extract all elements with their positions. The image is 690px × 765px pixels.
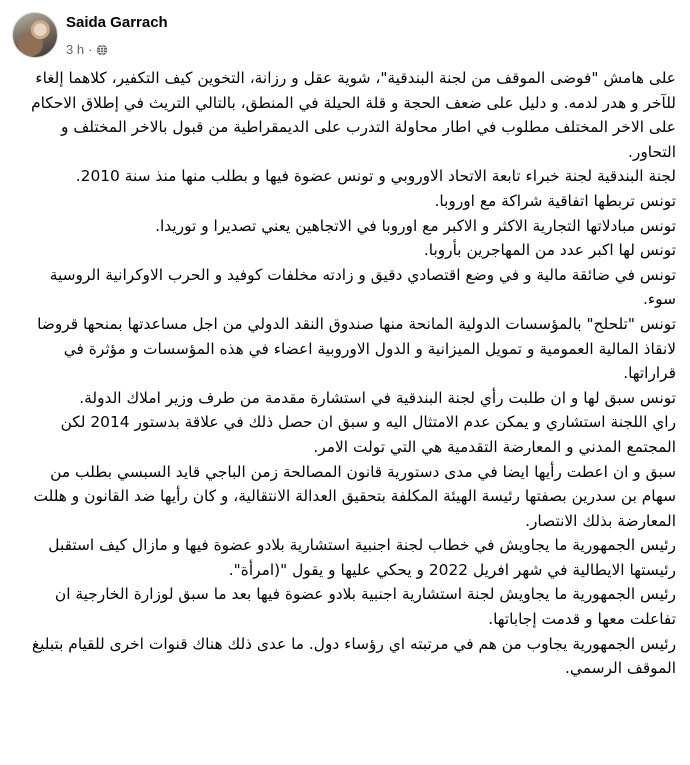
post-paragraph: على هامش "فوضى الموقف من لجنة البندقية"، شوية عقل و رزانة، التخوين كيف التكفير، كلاهما إلغاء للآخر و هدر لدمه. و دليل على ضعف الحجة و قلة الحيلة في المنطق، بالتالي التريث في إطلاق الاحكام على الاخر المختلف مطلوب في اطار محاولة التدرب على الديمقراطية من قبول بالاخر المختلف و التحاور. — [31, 69, 676, 161]
post-paragraph: سبق و ان اعطت رأيها ايضا في مدى دستورية قانون المصالحة زمن الباجي قايد السبسي بطلب من سهام بن سدرين بصفتها رئيسة الهيئة المكلفة بتحقيق العدالة الانتقالية، و كان رأيها ضد القانون و هللت المعارضة بذلك الانتصار. — [33, 462, 676, 530]
post-paragraph: رئيس الجمهورية ما يجاويش لجنة استشارية اجنبية بلادو عضوة فيها بعد ما سبق لوزارة الخارجية ان تفاعلت معها و قدمت إجاباتها. — [54, 585, 676, 629]
post-paragraph: تونس سبق لها و ان طلبت رأي لجنة البندقية في استشارة مقدمة من طرف وزير املاك الدولة. — [79, 388, 676, 407]
post-paragraph: تونس تربطها اتفاقية شراكة مع اوروبا. — [434, 191, 676, 210]
author-avatar[interactable] — [12, 12, 58, 58]
post-paragraph: تونس "تلحلح" بالمؤسسات الدولية المانحة منها صندوق النقد الدولي من اجل مساعدتها بمنحها قروضا لانقاذ المالية العمومية و تمويل الميزانية و الدول الاوروبية اعضاء في هذه المؤسسات و مؤثرة في قراراتها. — [37, 314, 676, 383]
post-paragraph: لجنة البندقية لجنة خبراء تابعة الاتحاد الاوروبي و تونس عضوة فيها و بطلب منها منذ سنة 2010. — [75, 167, 676, 186]
globe-icon[interactable] — [96, 44, 108, 56]
post-paragraph: تونس لها اكبر عدد من المهاجرين بأروبا. — [423, 241, 676, 260]
post-paragraph: رئيس الجمهورية ما يجاويش في خطاب لجنة اجنبية استشارية بلادو عضوة فيها و مازال كيف استقبل رئيستها الايطالية في شهر افريل 2022 و يحكي عليها و يقول "(امرأة". — [48, 536, 676, 579]
post-paragraph: رئيس الجمهورية يجاوب من هم في مرتبته اي رؤساء دول. ما عدى ذلك هناك قنوات اخرى للقيام بتبليغ الموقف الرسمي. — [31, 634, 676, 678]
post-paragraph: تونس في ضائقة مالية و في وضع اقتصادي دقيق و زادته مخلفات كوفيد و الحرب الاوكرانية الروسية سوء. — [49, 265, 676, 309]
post-meta — [66, 42, 108, 57]
post-paragraph: راي اللجنة استشاري و يمكن عدم الامتثال اليه و سبق ان حصل ذلك في علاقة بدستور 2014 لكن المجتمع المدني و المعارضة التقدمية هي التي تولت الامر. — [60, 413, 676, 456]
post-paragraph: تونس مبادلاتها التجارية الاكثر و الاكبر مع اوروبا في الاتجاهين يعني تصديرا و توريدا. — [155, 216, 676, 235]
meta-separator: · — [88, 42, 93, 57]
post-time[interactable]: 3 h — [66, 42, 85, 57]
author-name[interactable]: Saida Garrach — [66, 14, 168, 31]
post-header — [0, 0, 690, 66]
post-body — [0, 66, 690, 681]
